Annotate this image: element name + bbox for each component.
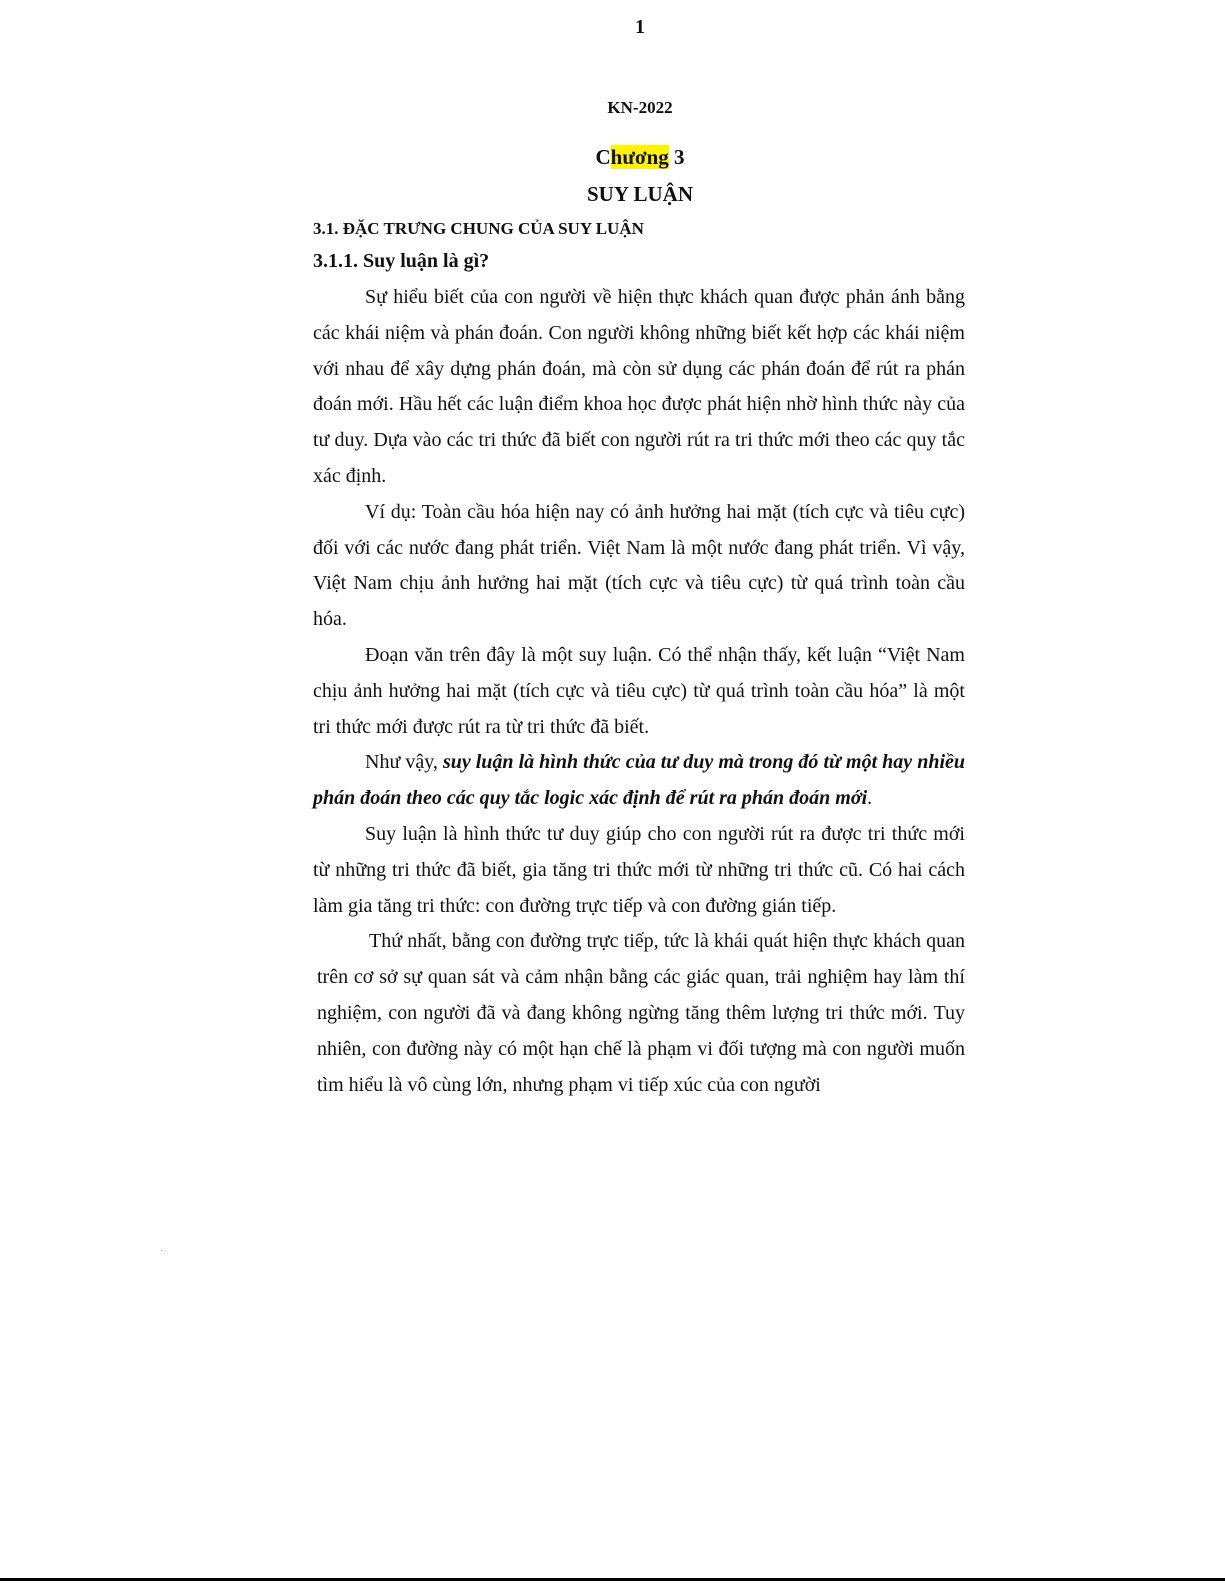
page-bottom-edge bbox=[0, 1578, 1225, 1581]
paragraph-1: Sự hiểu biết của con người về hiện thực khách quan được phản ánh bằng các khái niệm và phán đoán. Con người không những biết kết hợp các khái niệm với nhau để xây dựng phán đoán, mà còn sử dụng các phán đoán để rút ra phán đoán mới. Hầu hết các luận điểm khoa học được phát hiện nhờ hình thức này của tư duy. Dựa vào các tri thức đã biết con người rút ra tri thức mới theo các quy tắc xác định. bbox=[313, 286, 965, 487]
body-text bbox=[313, 280, 965, 1103]
paragraph-3: Đoạn văn trên đây là một suy luận. Có thể nhận thấy, kết luận “Việt Nam chịu ảnh hưởng hai mặt (tích cực và tiêu cực) từ quá trình toàn cầu hóa” là một tri thức mới được rút ra từ tri thức đã biết. bbox=[313, 643, 965, 738]
definition-text: suy luận là hình thức của tư duy mà trong đó từ một hay nhiều phán đoán theo các quy tắc logic xác định để rút ra phán đoán mới bbox=[313, 751, 965, 810]
paragraph-4-lead: Như vậy, bbox=[365, 751, 443, 774]
scan-speck bbox=[161, 1250, 162, 1251]
chapter-title: SUY LUẬN bbox=[587, 182, 693, 206]
document-code: KN-2022 bbox=[607, 98, 673, 117]
chapter-label-highlight: hương bbox=[610, 145, 669, 169]
subsection-heading: 3.1.1. Suy luận là gì? bbox=[313, 250, 490, 272]
paragraph-4-end: . bbox=[867, 787, 873, 810]
paragraph-5: Suy luận là hình thức tư duy giúp cho con người rút ra được tri thức mới từ những tri thức đã biết, gia tăng tri thức mới từ những tri thức cũ. Có hai cách làm gia tăng tri thức: con đường trực tiếp và con đường gián tiếp. bbox=[313, 822, 965, 917]
section-heading: 3.1. ĐẶC TRƯNG CHUNG CỦA SUY LUẬN bbox=[313, 219, 644, 238]
chapter-label-prefix: C bbox=[595, 145, 611, 169]
paragraph-4 bbox=[313, 745, 965, 817]
chapter-label-number: 3 bbox=[668, 145, 685, 169]
chapter-label bbox=[0, 145, 1225, 170]
paragraph-2: Ví dụ: Toàn cầu hóa hiện nay có ảnh hưởng hai mặt (tích cực và tiêu cực) đối với các nước đang phát triển. Việt Nam là một nước đang phát triển. Vì vậy, Việt Nam chịu ảnh hưởng hai mặt (tích cực và tiêu cực) từ quá trình toàn cầu hóa. bbox=[313, 500, 965, 631]
paragraph-6: Thứ nhất, bằng con đường trực tiếp, tức là khái quát hiện thực khách quan trên cơ sở sự quan sát và cảm nhận bằng các giác quan, trải nghiệm hay làm thí nghiệm, con người đã và đang không ngừng tăng thêm lượng tri thức mới. Tuy nhiên, con đường này có một hạn chế là phạm vi đối tượng mà con người muốn tìm hiểu là vô cùng lớn, nhưng phạm vi tiếp xúc của con người bbox=[317, 930, 965, 1096]
page-number: 1 bbox=[635, 16, 645, 38]
